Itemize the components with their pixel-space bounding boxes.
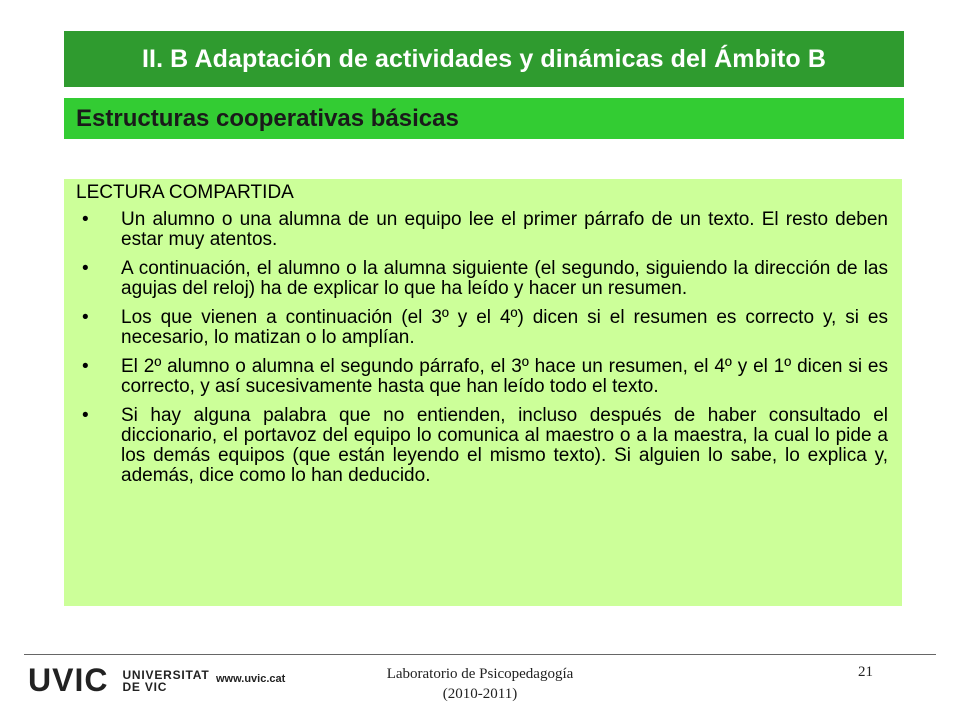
bullet-icon: • xyxy=(82,258,89,279)
bullet-item xyxy=(76,259,888,299)
logo-text xyxy=(122,669,209,693)
logo-line-1: UNIVERSITAT xyxy=(122,667,210,682)
slide-subtitle-bar xyxy=(64,98,904,139)
bullet-item xyxy=(76,308,888,348)
logo-line-2: DE VIC xyxy=(122,679,168,694)
slide-title-bar xyxy=(64,31,904,87)
bullet-icon: • xyxy=(82,307,89,328)
footer-caption xyxy=(330,664,630,704)
bullet-item xyxy=(76,357,888,397)
bullet-icon: • xyxy=(82,209,89,230)
slide-title: II. B Adaptación de actividades y dinámicas del Ámbito B xyxy=(141,44,826,73)
section-heading: LECTURA COMPARTIDA xyxy=(76,182,294,203)
bullet-icon: • xyxy=(82,405,89,426)
bullet-text: Un alumno o una alumna de un equipo lee el primer párrafo de un texto. El resto deben estar muy atentos. xyxy=(121,209,888,250)
bullet-item xyxy=(76,406,888,486)
logo-mark: UVIC xyxy=(28,662,109,698)
footer-caption-line-2: (2010-2011) xyxy=(442,686,518,702)
bullet-text: El 2º alumno o alumna el segundo párrafo, el 3º hace un resumen, el 4º y el 1º dicen si es correcto, y así sucesivamente hasta que han leído todo el texto. xyxy=(121,356,888,397)
bullet-text: A continuación, el alumno o la alumna siguiente (el segundo, siguiendo la dirección de las agujas del reloj) ha de explicar lo que ha leído y hacer un resumen. xyxy=(121,258,888,299)
website-text: www.uvic.cat xyxy=(216,673,286,685)
page-number: 21 xyxy=(858,664,873,680)
footer-caption-line-1: Laboratorio de Psicopedagogía xyxy=(386,666,574,682)
bullet-icon: • xyxy=(82,356,89,377)
bullet-list xyxy=(76,210,888,486)
footer-divider xyxy=(24,654,936,655)
bullet-item xyxy=(76,210,888,250)
slide-subtitle: Estructuras cooperativas básicas xyxy=(76,104,459,132)
bullet-text: Si hay alguna palabra que no entienden, incluso después de haber consultado el diccionario, el portavoz del equipo lo comunica al maestro o a la maestra, la cual lo pide a los demás equipos (que están leyendo el mismo texto). Si alguien lo sabe, lo explica y, además, dice como lo han deducido. xyxy=(121,405,888,486)
bullet-text: Los que vienen a continuación (el 3º y el 4º) dicen si el resumen es correcto y, si es necesario, lo matizan o lo amplían. xyxy=(121,307,888,348)
content-box xyxy=(64,179,902,606)
uvic-logo xyxy=(28,662,209,699)
